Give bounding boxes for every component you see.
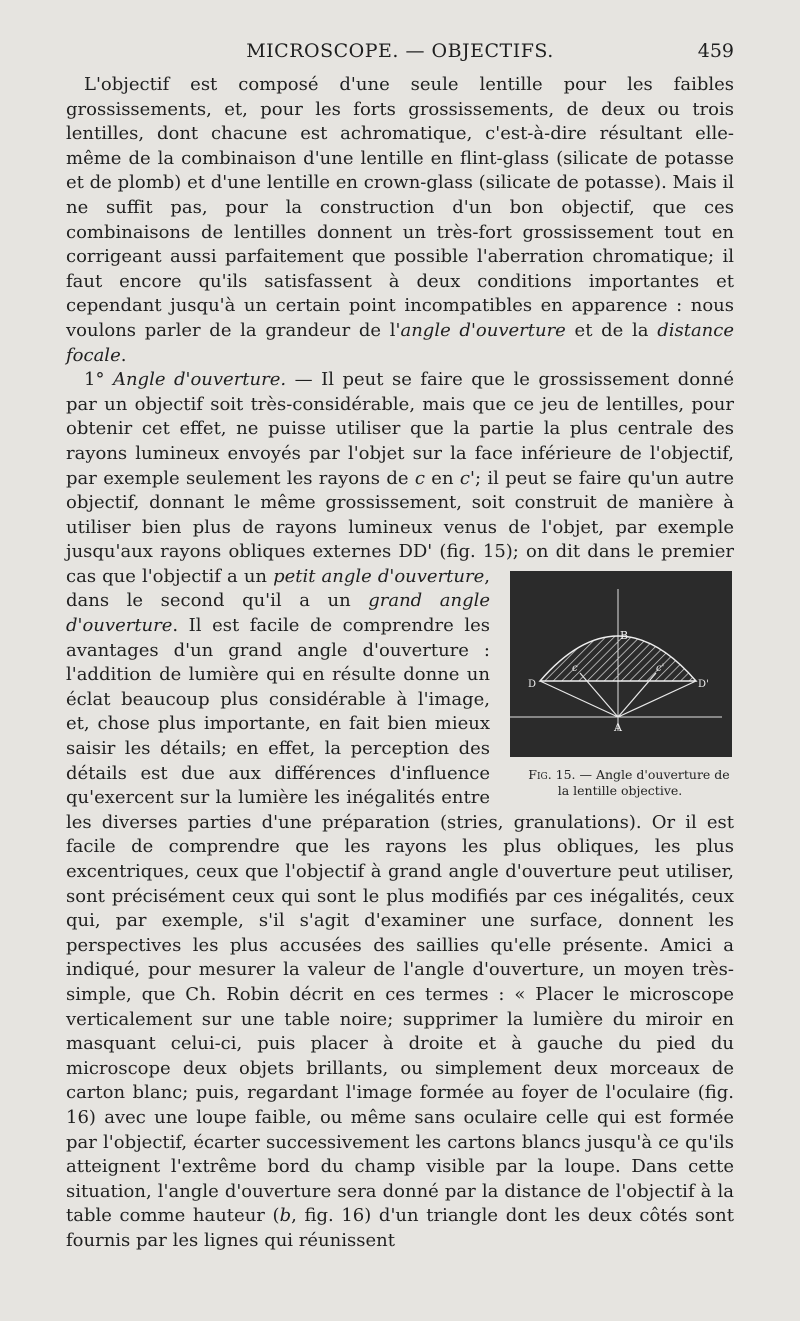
body-text [66,73,734,1254]
label-D-right: D' [698,678,709,690]
page-number: 459 [697,40,734,62]
figure-caption: Fig. 15. — Angle d'ouverture de la lentille objective. [528,766,730,798]
label-D-left: D [528,678,537,690]
section-heading: Angle d'ouverture. [112,369,287,391]
figure-15 [506,571,734,799]
ray-D-left [540,681,618,717]
paragraph-1: L'objectif est composé d'une seule lentille pour les faibles grossissements, et, pour les forts grossissements, de deux ou trois lentilles, dont chacune est achromatique, c'est-à-dire résultant elle-même de la combinaison d'une lentille en flint-glass (silicate de potasse et de plomb) et d'une lentille en crown-glass (silicate de potasse). Mais il ne suffit pas, pour la construction d'un bon objectif, que ces combinaisons de lentilles donnent un très-fort grossissement tout en corrigeant aussi parfaitement que possible l'aberration chromatique; il faut encore qu'ils satisfassent à deux conditions importantes et cependant jusqu'à un certain point incompatibles en apparence : nous voulons parler de la grandeur de l'angle d'ouverture et de la distance focale. [66,74,735,366]
running-title: MICROSCOPE. — OBJECTIFS. [246,40,554,62]
lens-segment [540,636,696,681]
label-c-left: c [572,662,578,674]
label-c-right: c' [656,662,665,674]
aperture-angle-diagram [510,571,732,757]
label-A: A [614,720,622,734]
running-header [66,40,734,68]
figure-image [510,571,732,757]
label-B: B [620,628,629,642]
paragraph-2: 1° Angle d'ouverture. — Il peut se faire que le grossissement donné par un objectif soit très-considérable, mais que ce jeu de lentilles, pour obtenir cet effet, ne puisse utiliser que la partie la plus centrale des rayons lumineux envoyés par l'objet sur la face inférieure de l'objectif, par exemple seulement les rayons de c en c'; il peut se faire qu'un autre objectif, donnant le même grossissement, soit construit de manière à utiliser bien plus de rayons lumineux venus de l'objet, par exemple jusqu'aux rayons obliques externes DD' (fig. 15); on dit dans le premier cas que l'objectif a un B c c' D D' A Fig. 15. — Angle d'ouverture de la lentille objective. petit angle d'ouverture, dans le second qu'il a un grand angle d'ouverture. Il est facile de comprendre les avantages d'un grand angle d'ouverture : l'addition de lumière qui en résulte donne un éclat beaucoup plus considérable à l'image, et, chose plus importante, en fait bien mieux saisir les détails; en effet, la perception des détails est due aux différences d'influence qu'exercent sur la lumière les inégalités entre les diverses parties d'une préparation (stries, granulations). Or il est facile de comprendre que les rayons les plus obliques, les plus excentriques, ceux que l'objectif à grand angle d'ouverture peut utiliser, sont précisément ceux qui sont le plus modifiés par ces inégalités, ceux qui, par exemple, s'il s'agit d'examiner une surface, donnent les perspectives les plus accusées des saillies qu'elle présente. Amici a indiqué, pour mesurer la valeur de l'angle d'ouverture, un moyen très-simple, que Ch. Robin décrit en ces termes : « Placer le microscope verticalement sur une table noire; supprimer la lumière du miroir en masquant celui-ci, puis placer à droite et à gauche du pied du microscope deux objets brillants, ou simplement deux morceaux de carton blanc; puis, regardant l'image formée au foyer de l'oculaire (fig. 16) avec une loupe faible, ou même sans oculaire celle qui est formée par l'objectif, écarter successivement les cartons blancs jusqu'à ce qu'ils atteignent l'extrême bord du champ visible par la loupe. Dans cette situation, l'angle d'ouverture sera donné par la distance de l'objectif à la table comme hauteur (b, fig. 16) d'un triangle dont les deux côtés sont fournis par les lignes qui réunissent [66,369,734,1251]
ray-D-right [618,681,696,717]
